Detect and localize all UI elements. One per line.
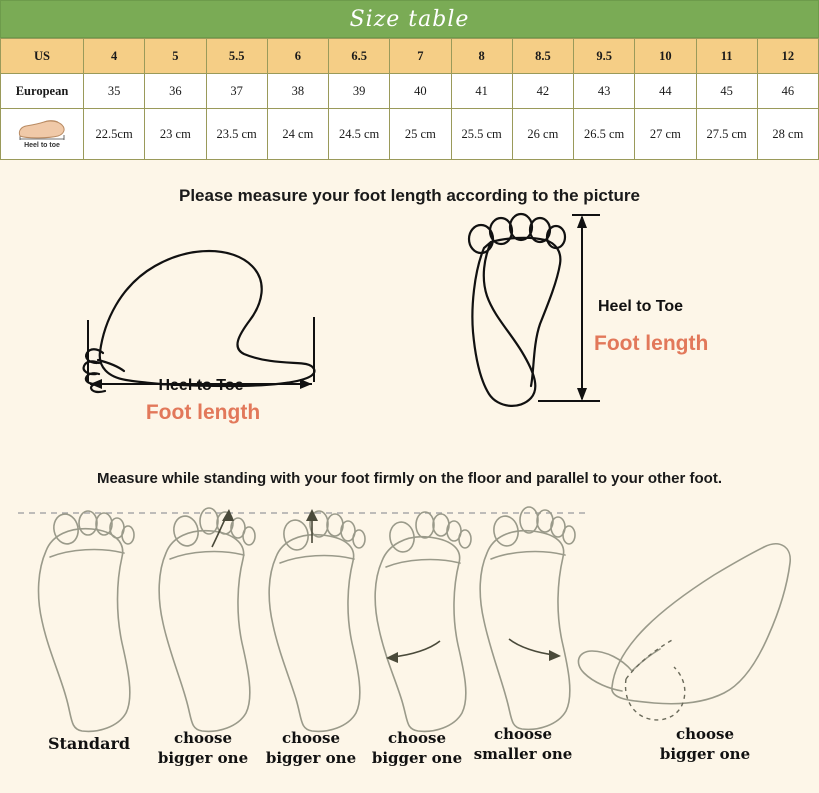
cell-len-0: 22.5cm [84, 109, 145, 160]
row-label-european: European [1, 74, 84, 109]
foot-example-1-caption-line1: Standard [47, 734, 131, 753]
side-view-foot-length-label: Foot length [145, 401, 261, 424]
foot-type-examples [0, 491, 819, 771]
cell-len-4: 24.5 cm [329, 109, 390, 160]
table-row-european [1, 74, 819, 109]
standing-note: Measure while standing with your foot firmly on the floor and parallel to your other foot. [96, 470, 723, 487]
foot-example-6-caption-line1: choose [675, 725, 735, 743]
cell-us-9: 10 [635, 39, 696, 74]
cell-eu-10: 45 [696, 74, 757, 109]
foot-icon-caption: Heel to toe [24, 142, 60, 149]
foot-example-1 [39, 511, 134, 731]
cell-eu-7: 42 [512, 74, 573, 109]
measure-heading: Please measure your foot length according to the picture [179, 186, 640, 205]
cell-us-4: 6.5 [329, 39, 390, 74]
foot-example-5-caption-line1: choose [493, 725, 553, 743]
cell-eu-9: 44 [635, 74, 696, 109]
foot-example-5 [480, 507, 575, 729]
row-label-us: US [1, 39, 84, 74]
size-table-title: Size table [0, 0, 819, 38]
foot-example-4-caption-line2: bigger one [371, 749, 463, 767]
cell-us-3: 6 [267, 39, 328, 74]
cell-len-11: 28 cm [757, 109, 818, 160]
foot-length-icon [14, 119, 70, 141]
cell-len-2: 23.5 cm [206, 109, 267, 160]
cell-len-6: 25.5 cm [451, 109, 512, 160]
top-view-foot-length-label: Foot length [594, 332, 709, 355]
cell-us-10: 11 [696, 39, 757, 74]
cell-len-1: 23 cm [145, 109, 206, 160]
cell-len-8: 26.5 cm [574, 109, 635, 160]
cell-us-7: 8.5 [512, 39, 573, 74]
foot-example-4-arrow [386, 641, 440, 663]
cell-eu-2: 37 [206, 74, 267, 109]
foot-example-2 [159, 508, 255, 731]
cell-eu-0: 35 [84, 74, 145, 109]
cell-us-2: 5.5 [206, 39, 267, 74]
size-table [0, 38, 819, 160]
foot-example-6-dashed-toe [626, 639, 685, 720]
foot-example-3 [269, 511, 365, 731]
cell-us-8: 9.5 [574, 39, 635, 74]
foot-example-2-caption-line1: choose [173, 729, 233, 747]
foot-example-4 [375, 512, 471, 731]
foot-example-5-caption-line2: smaller one [473, 745, 573, 763]
cell-eu-1: 36 [145, 74, 206, 109]
cell-len-10: 27.5 cm [696, 109, 757, 160]
cell-eu-8: 43 [574, 74, 635, 109]
top-view-heel-to-toe-label: Heel to Toe [598, 298, 684, 315]
foot-example-3-caption-line1: choose [281, 729, 341, 747]
foot-example-3-caption-line2: bigger one [265, 749, 357, 767]
foot-example-2-caption-line2: bigger one [157, 749, 249, 767]
cell-eu-5: 40 [390, 74, 451, 109]
cell-len-3: 24 cm [267, 109, 328, 160]
cell-eu-4: 39 [329, 74, 390, 109]
foot-example-6 [578, 544, 790, 704]
foot-example-5-arrow [509, 639, 561, 661]
cell-us-1: 5 [145, 39, 206, 74]
side-view-foot-illustration [84, 251, 315, 392]
cell-eu-11: 46 [757, 74, 818, 109]
cell-eu-3: 38 [267, 74, 328, 109]
cell-us-0: 4 [84, 39, 145, 74]
side-view-heel-to-toe-label: Heel to Toe [158, 377, 244, 394]
cell-eu-6: 41 [451, 74, 512, 109]
cell-len-9: 27 cm [635, 109, 696, 160]
top-view-foot-illustration [469, 214, 565, 406]
cell-len-5: 25 cm [390, 109, 451, 160]
cell-us-5: 7 [390, 39, 451, 74]
foot-measure-diagram [0, 212, 819, 462]
cell-us-11: 12 [757, 39, 818, 74]
row-label-foot-length [1, 109, 84, 160]
table-row-length [1, 109, 819, 160]
cell-us-6: 8 [451, 39, 512, 74]
foot-example-6-caption-line2: bigger one [659, 745, 751, 763]
table-row-us [1, 39, 819, 74]
cell-len-7: 26 cm [512, 109, 573, 160]
foot-example-4-caption-line1: choose [387, 729, 447, 747]
